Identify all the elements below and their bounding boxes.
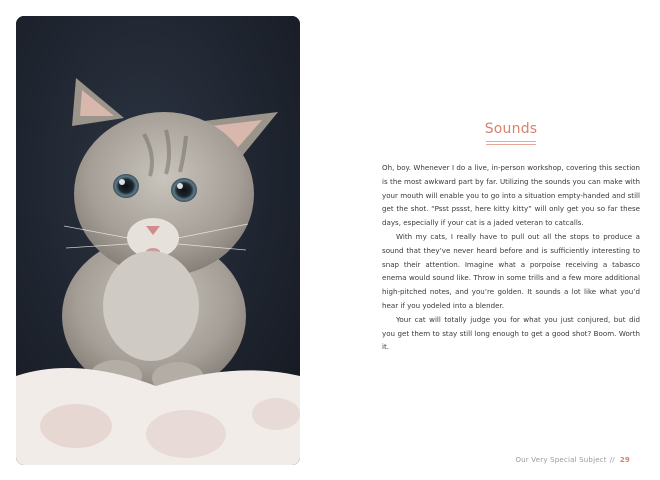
body-text [382, 161, 640, 354]
page-number: 29 [619, 456, 630, 464]
title-underline-top [486, 141, 536, 142]
paragraph: With my cats, I really have to pull out all the stops to produce a sound that they’ve never heard before and is sufficiently interesting to snap their attention. Imagine what a porpoise receiving a tabasco enema would sound like. Throw in some trills and a few more additional high-pitched notes, and you’re golden. It sounds a lot like what you’d hear if you yodeled into a blender. [382, 231, 640, 310]
section-title: Sounds [484, 121, 538, 137]
paragraph: Oh, boy. Whenever I do a live, in-person workshop, covering this section is the most awkward part by far. Utilizing the sounds you can make with your mouth will enable you to go into a situation empty-handed and still get the shot. “Psst pssst, here kitty kitty” will only get you so far these days, especially if your cat is a jaded veteran to catcalls. [382, 163, 640, 228]
kitten-photo [16, 16, 300, 465]
title-underline-bottom [486, 144, 536, 145]
page-footer [515, 456, 630, 464]
kitten-illustration [16, 16, 300, 465]
paragraph: Your cat will totally judge you for what you just conjured, but did you get them to stay still long enough to get a good shot? Boom. Worth it. [382, 314, 640, 352]
footer-separator: // [609, 456, 615, 464]
chapter-title: Our Very Special Subject [515, 456, 607, 464]
